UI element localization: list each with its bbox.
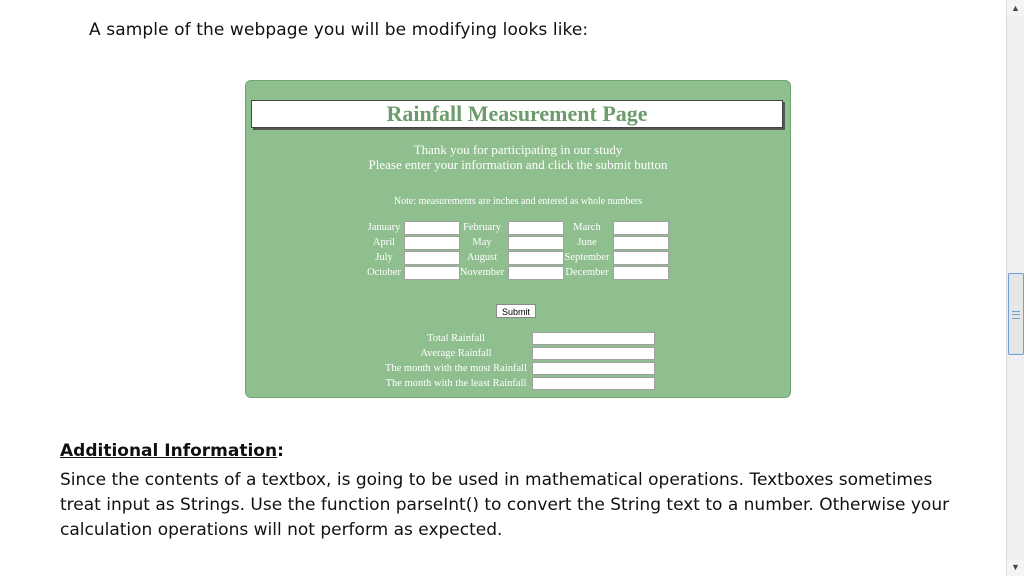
month-input-august[interactable] (508, 251, 564, 265)
result-label: The month with the most Rainfall (384, 363, 528, 374)
month-input-november[interactable] (508, 266, 564, 280)
month-input-september[interactable] (613, 251, 669, 265)
month-label-january: January (367, 222, 401, 233)
additional-info-heading (60, 441, 284, 461)
month-input-december[interactable] (613, 266, 669, 280)
month-label-february: February (463, 222, 501, 233)
vertical-scrollbar[interactable] (1006, 0, 1024, 576)
scroll-thumb[interactable] (1008, 273, 1024, 355)
result-output-field[interactable] (532, 347, 655, 360)
result-output-field[interactable] (532, 377, 655, 390)
month-input-january[interactable] (404, 221, 460, 235)
scroll-up-icon[interactable]: ▲ (1007, 0, 1024, 17)
thanks-message (246, 142, 790, 172)
month-label-may: May (472, 237, 492, 248)
grip-icon (1012, 311, 1020, 319)
result-output-field[interactable] (532, 332, 655, 345)
month-input-april[interactable] (404, 236, 460, 250)
heading-colon: : (277, 441, 284, 461)
month-label-august: August (466, 252, 498, 263)
month-label-october: October (367, 267, 401, 278)
page-title: Rainfall Measurement Page (251, 100, 783, 128)
submit-button[interactable]: Submit (496, 304, 536, 318)
result-output-field[interactable] (532, 362, 655, 375)
month-label-july: July (375, 252, 393, 263)
month-label-june: June (577, 237, 597, 248)
measurement-note: Note: measurements are inches and entered as whole numbers (393, 196, 643, 207)
scroll-down-icon[interactable]: ▼ (1007, 559, 1024, 576)
rainfall-sample-page (245, 80, 791, 398)
month-input-february[interactable] (508, 221, 564, 235)
thanks-line-1: Thank you for participating in our study (413, 142, 623, 157)
result-label: Total Rainfall (427, 333, 485, 344)
thanks-line-2: Please enter your information and click the submit button (368, 157, 668, 172)
month-label-november: November (459, 267, 505, 278)
intro-text: A sample of the webpage you will be modifying looks like: (89, 20, 589, 40)
month-input-october[interactable] (404, 266, 460, 280)
month-input-may[interactable] (508, 236, 564, 250)
month-label-march: March (573, 222, 601, 233)
month-label-december: December (565, 267, 609, 278)
month-label-september: September (564, 252, 610, 263)
month-input-july[interactable] (404, 251, 460, 265)
additional-info-paragraph: Since the contents of a textbox, is going to be used in mathematical operations. Textboxes sometimes treat input as Strings. Use the function parseInt() to convert the String text to a number. Otherwise your calculation operations will not perform as expected. (60, 470, 950, 540)
month-input-march[interactable] (613, 221, 669, 235)
additional-info-heading-text: Additional Information (60, 441, 278, 461)
month-label-april: April (372, 237, 396, 248)
result-label: The month with the least Rainfall (385, 378, 527, 389)
month-input-june[interactable] (613, 236, 669, 250)
result-label: Average Rainfall (420, 348, 492, 359)
